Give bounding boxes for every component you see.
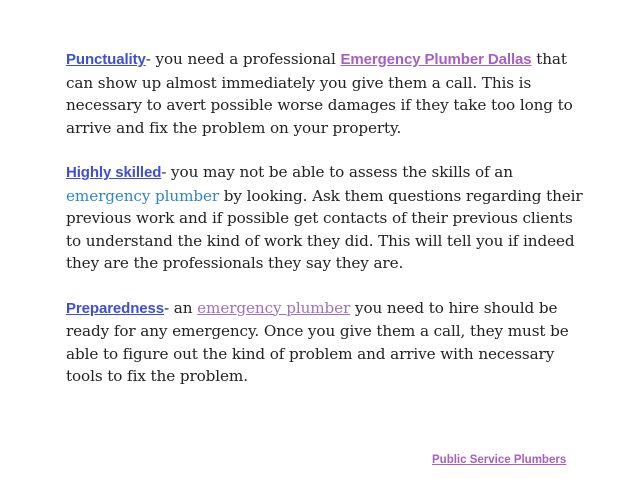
heading-punctuality: Punctuality: [66, 51, 146, 68]
emergency-plumber-dallas-link[interactable]: Emergency Plumber Dallas: [340, 51, 532, 68]
document-body: [66, 48, 586, 410]
emergency-plumber-link[interactable]: emergency plumber: [66, 186, 220, 205]
paragraph-highly-skilled: [66, 161, 586, 275]
paragraph-preparedness: [66, 297, 586, 388]
heading-highly-skilled: Highly skilled: [66, 164, 162, 181]
public-service-plumbers-link[interactable]: Public Service Plumbers: [432, 454, 567, 466]
highly-skilled-text-after: by looking. Ask them questions regarding their previous work and if possible get contacts of their previous clients to understand the kind of work they did. This will tell you if indeed they are the professionals they say they are.: [66, 186, 583, 272]
heading-preparedness: Preparedness: [66, 299, 165, 317]
preparedness-text-before: - an: [164, 298, 198, 317]
paragraph-punctuality: [66, 48, 586, 139]
preparedness-text-after: you need to hire should be ready for any emergency. Once you give them a call, they must be able to figure out the kind of problem and arrive with necessary tools to fix the problem.: [66, 298, 569, 385]
highly-skilled-text-before: - you may not be able to assess the skills of an: [161, 163, 513, 181]
punctuality-text-after: that can show up almost immediately you give them a call. This is necessary to avert possible worse damages if they take too long to arrive and fix the problem on your property.: [66, 50, 573, 137]
emergency-plumber-visited-link[interactable]: emergency plumber: [197, 298, 351, 317]
punctuality-text-before: - you need a professional: [145, 50, 341, 68]
